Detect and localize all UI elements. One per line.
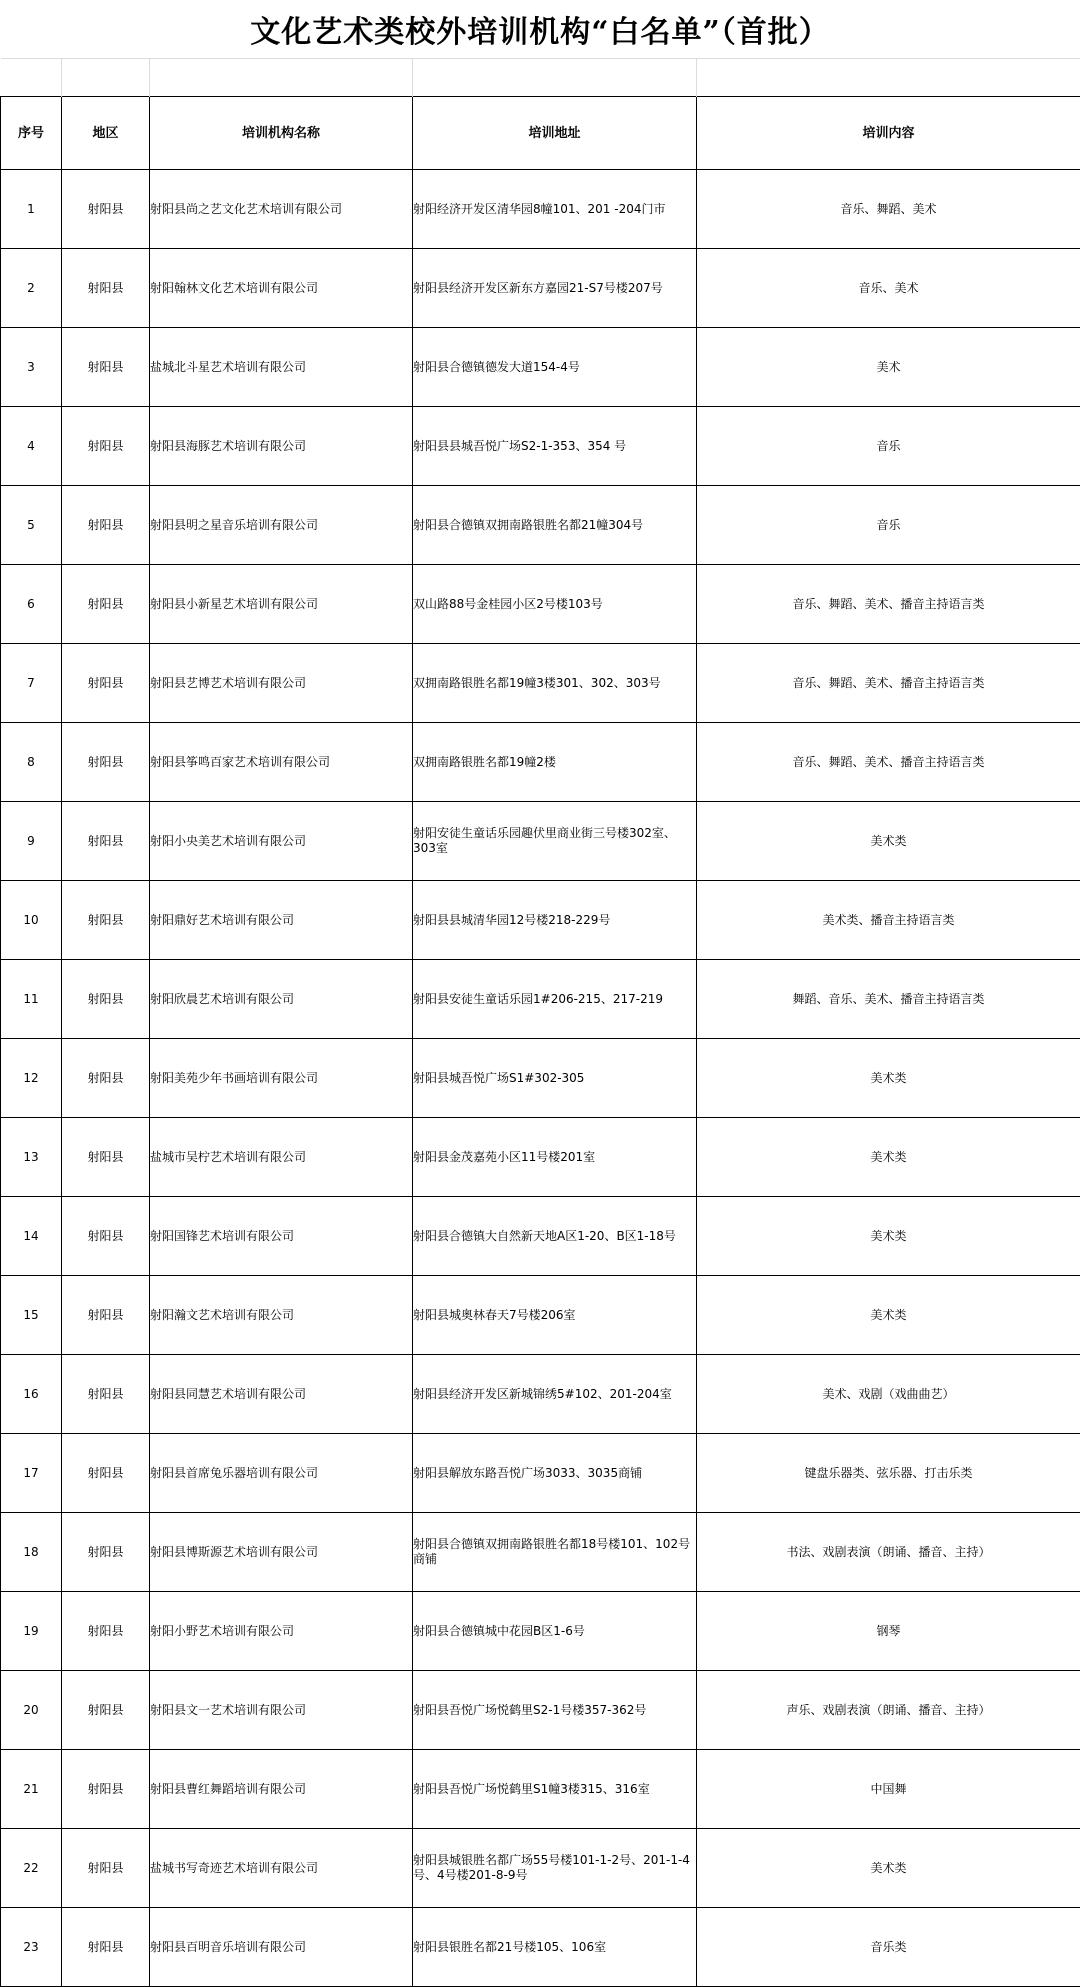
cell-content: 音乐、舞蹈、美术、播音主持语言类 xyxy=(697,723,1080,802)
cell-org-name: 射阳小野艺术培训有限公司 xyxy=(150,1592,413,1671)
cell-content: 音乐、舞蹈、美术、播音主持语言类 xyxy=(697,565,1080,644)
cell-content: 书法、戏剧表演（朗诵、播音、主持） xyxy=(697,1513,1080,1592)
cell-region: 射阳县 xyxy=(62,960,150,1039)
cell-region: 射阳县 xyxy=(62,1434,150,1513)
cell-region: 射阳县 xyxy=(62,802,150,881)
cell-region: 射阳县 xyxy=(62,1592,150,1671)
cell-region: 射阳县 xyxy=(62,723,150,802)
table-row xyxy=(1,407,1080,486)
cell-region: 射阳县 xyxy=(62,328,150,407)
cell-content: 舞蹈、音乐、美术、播音主持语言类 xyxy=(697,960,1080,1039)
cell-content: 美术 xyxy=(697,328,1080,407)
cell-no: 10 xyxy=(1,881,62,960)
cell-content: 音乐类 xyxy=(697,1908,1080,1987)
whitelist-table xyxy=(0,58,1080,1987)
table-row xyxy=(1,802,1080,881)
cell-no: 12 xyxy=(1,1039,62,1118)
cell-address: 射阳县银胜名都21号楼105、106室 xyxy=(413,1908,697,1987)
cell-address: 射阳县解放东路吾悦广场3033、3035商铺 xyxy=(413,1434,697,1513)
cell-no: 17 xyxy=(1,1434,62,1513)
table-row xyxy=(1,170,1080,249)
table-row xyxy=(1,328,1080,407)
cell-region: 射阳县 xyxy=(62,565,150,644)
cell-no: 23 xyxy=(1,1908,62,1987)
cell-no: 15 xyxy=(1,1276,62,1355)
cell-org-name: 射阳县百明音乐培训有限公司 xyxy=(150,1908,413,1987)
cell-no: 6 xyxy=(1,565,62,644)
cell-region: 射阳县 xyxy=(62,249,150,328)
cell-no: 9 xyxy=(1,802,62,881)
cell-address: 射阳县城银胜名都广场55号楼101-1-2号、201-1-4号、4号楼201-8-9号 xyxy=(413,1829,697,1908)
cell-address: 射阳县城吾悦广场S1#302-305 xyxy=(413,1039,697,1118)
cell-org-name: 盐城书写奇迹艺术培训有限公司 xyxy=(150,1829,413,1908)
cell-org-name: 盐城市吴柠艺术培训有限公司 xyxy=(150,1118,413,1197)
cell-content: 音乐 xyxy=(697,407,1080,486)
cell-no: 14 xyxy=(1,1197,62,1276)
table-row xyxy=(1,1197,1080,1276)
cell-content: 中国舞 xyxy=(697,1750,1080,1829)
cell-content: 美术类 xyxy=(697,1039,1080,1118)
cell-content: 键盘乐器类、弦乐器、打击乐类 xyxy=(697,1434,1080,1513)
cell-no: 1 xyxy=(1,170,62,249)
table-row xyxy=(1,1355,1080,1434)
table-row xyxy=(1,565,1080,644)
cell-org-name: 盐城北斗星艺术培训有限公司 xyxy=(150,328,413,407)
cell-address: 射阳县合德镇双拥南路银胜名都21幢304号 xyxy=(413,486,697,565)
blank-row xyxy=(1,59,1080,97)
cell-org-name: 射阳县艺博艺术培训有限公司 xyxy=(150,644,413,723)
cell-address: 射阳县合德镇双拥南路银胜名都18号楼101、102号商铺 xyxy=(413,1513,697,1592)
cell-content: 美术类 xyxy=(697,1276,1080,1355)
cell-content: 美术类 xyxy=(697,1829,1080,1908)
cell-address: 射阳县金茂嘉苑小区11号楼201室 xyxy=(413,1118,697,1197)
cell-no: 8 xyxy=(1,723,62,802)
cell-address: 射阳县县城清华园12号楼218-229号 xyxy=(413,881,697,960)
table-row xyxy=(1,1908,1080,1987)
cell-region: 射阳县 xyxy=(62,1671,150,1750)
table-row xyxy=(1,723,1080,802)
cell-org-name: 射阳县同慧艺术培训有限公司 xyxy=(150,1355,413,1434)
header-name: 培训机构名称 xyxy=(150,97,413,170)
cell-no: 16 xyxy=(1,1355,62,1434)
cell-address: 射阳经济开发区清华园8幢101、201 -204门市 xyxy=(413,170,697,249)
cell-no: 18 xyxy=(1,1513,62,1592)
cell-content: 音乐、舞蹈、美术 xyxy=(697,170,1080,249)
cell-region: 射阳县 xyxy=(62,1197,150,1276)
cell-no: 11 xyxy=(1,960,62,1039)
table-row xyxy=(1,960,1080,1039)
cell-content: 美术、戏剧（戏曲曲艺） xyxy=(697,1355,1080,1434)
cell-region: 射阳县 xyxy=(62,1118,150,1197)
cell-org-name: 射阳县尚之艺文化艺术培训有限公司 xyxy=(150,170,413,249)
cell-no: 19 xyxy=(1,1592,62,1671)
table-row xyxy=(1,1829,1080,1908)
cell-org-name: 射阳瀚文艺术培训有限公司 xyxy=(150,1276,413,1355)
table-row xyxy=(1,1592,1080,1671)
cell-content: 钢琴 xyxy=(697,1592,1080,1671)
cell-no: 21 xyxy=(1,1750,62,1829)
cell-region: 射阳县 xyxy=(62,1039,150,1118)
cell-org-name: 射阳县明之星音乐培训有限公司 xyxy=(150,486,413,565)
cell-address: 射阳县吾悦广场悦鹤里S1幢3楼315、316室 xyxy=(413,1750,697,1829)
header-address: 培训地址 xyxy=(413,97,697,170)
cell-address: 射阳县安徒生童话乐园1#206-215、217-219 xyxy=(413,960,697,1039)
cell-address: 射阳县吾悦广场悦鹤里S2-1号楼357-362号 xyxy=(413,1671,697,1750)
cell-content: 音乐 xyxy=(697,486,1080,565)
cell-address: 射阳县合德镇德发大道154-4号 xyxy=(413,328,697,407)
table-row xyxy=(1,1118,1080,1197)
cell-org-name: 射阳县筝鸣百家艺术培训有限公司 xyxy=(150,723,413,802)
cell-address: 射阳县县城吾悦广场S2-1-353、354 号 xyxy=(413,407,697,486)
cell-content: 美术类、播音主持语言类 xyxy=(697,881,1080,960)
table-row xyxy=(1,644,1080,723)
cell-org-name: 射阳县小新星艺术培训有限公司 xyxy=(150,565,413,644)
cell-content: 美术类 xyxy=(697,1197,1080,1276)
cell-region: 射阳县 xyxy=(62,1908,150,1987)
header-no: 序号 xyxy=(1,97,62,170)
cell-region: 射阳县 xyxy=(62,881,150,960)
cell-content: 美术类 xyxy=(697,1118,1080,1197)
cell-org-name: 射阳县博斯源艺术培训有限公司 xyxy=(150,1513,413,1592)
table-row xyxy=(1,249,1080,328)
cell-no: 5 xyxy=(1,486,62,565)
cell-address: 射阳县经济开发区新东方嘉园21-S7号楼207号 xyxy=(413,249,697,328)
cell-no: 13 xyxy=(1,1118,62,1197)
cell-region: 射阳县 xyxy=(62,407,150,486)
table-row xyxy=(1,1671,1080,1750)
table-row xyxy=(1,1513,1080,1592)
cell-address: 双山路88号金桂园小区2号楼103号 xyxy=(413,565,697,644)
cell-org-name: 射阳县文一艺术培训有限公司 xyxy=(150,1671,413,1750)
cell-org-name: 射阳鼎好艺术培训有限公司 xyxy=(150,881,413,960)
table-row xyxy=(1,1039,1080,1118)
cell-region: 射阳县 xyxy=(62,1513,150,1592)
cell-no: 3 xyxy=(1,328,62,407)
cell-address: 射阳县合德镇城中花园B区1-6号 xyxy=(413,1592,697,1671)
header-content: 培训内容 xyxy=(697,97,1080,170)
cell-org-name: 射阳县曹红舞蹈培训有限公司 xyxy=(150,1750,413,1829)
cell-region: 射阳县 xyxy=(62,486,150,565)
table-row xyxy=(1,881,1080,960)
cell-region: 射阳县 xyxy=(62,644,150,723)
cell-org-name: 射阳县海豚艺术培训有限公司 xyxy=(150,407,413,486)
cell-no: 2 xyxy=(1,249,62,328)
cell-region: 射阳县 xyxy=(62,1750,150,1829)
table-row xyxy=(1,1750,1080,1829)
cell-content: 声乐、戏剧表演（朗诵、播音、主持） xyxy=(697,1671,1080,1750)
cell-content: 音乐、舞蹈、美术、播音主持语言类 xyxy=(697,644,1080,723)
cell-org-name: 射阳美苑少年书画培训有限公司 xyxy=(150,1039,413,1118)
table-row xyxy=(1,1434,1080,1513)
cell-address: 射阳县经济开发区新城锦绣5#102、201-204室 xyxy=(413,1355,697,1434)
cell-org-name: 射阳翰林文化艺术培训有限公司 xyxy=(150,249,413,328)
cell-org-name: 射阳欣晨艺术培训有限公司 xyxy=(150,960,413,1039)
cell-region: 射阳县 xyxy=(62,1829,150,1908)
cell-no: 22 xyxy=(1,1829,62,1908)
cell-no: 7 xyxy=(1,644,62,723)
cell-address: 射阳县城奥林春天7号楼206室 xyxy=(413,1276,697,1355)
cell-org-name: 射阳国锋艺术培训有限公司 xyxy=(150,1197,413,1276)
table-header xyxy=(1,97,1080,170)
table-row xyxy=(1,486,1080,565)
cell-address: 双拥南路银胜名都19幢2楼 xyxy=(413,723,697,802)
page-title: 文化艺术类校外培训机构“白名单”（首批） xyxy=(250,15,830,50)
cell-address: 射阳县合德镇大自然新天地A区1-20、B区1-18号 xyxy=(413,1197,697,1276)
header-region: 地区 xyxy=(62,97,150,170)
cell-content: 美术类 xyxy=(697,802,1080,881)
cell-address: 双拥南路银胜名都19幢3楼301、302、303号 xyxy=(413,644,697,723)
cell-region: 射阳县 xyxy=(62,170,150,249)
cell-region: 射阳县 xyxy=(62,1355,150,1434)
cell-no: 4 xyxy=(1,407,62,486)
cell-org-name: 射阳小央美艺术培训有限公司 xyxy=(150,802,413,881)
cell-region: 射阳县 xyxy=(62,1276,150,1355)
cell-content: 音乐、美术 xyxy=(697,249,1080,328)
table-row xyxy=(1,1276,1080,1355)
cell-no: 20 xyxy=(1,1671,62,1750)
cell-address: 射阳安徒生童话乐园趣伏里商业街三号楼302室、303室 xyxy=(413,802,697,881)
cell-org-name: 射阳县首席兔乐器培训有限公司 xyxy=(150,1434,413,1513)
